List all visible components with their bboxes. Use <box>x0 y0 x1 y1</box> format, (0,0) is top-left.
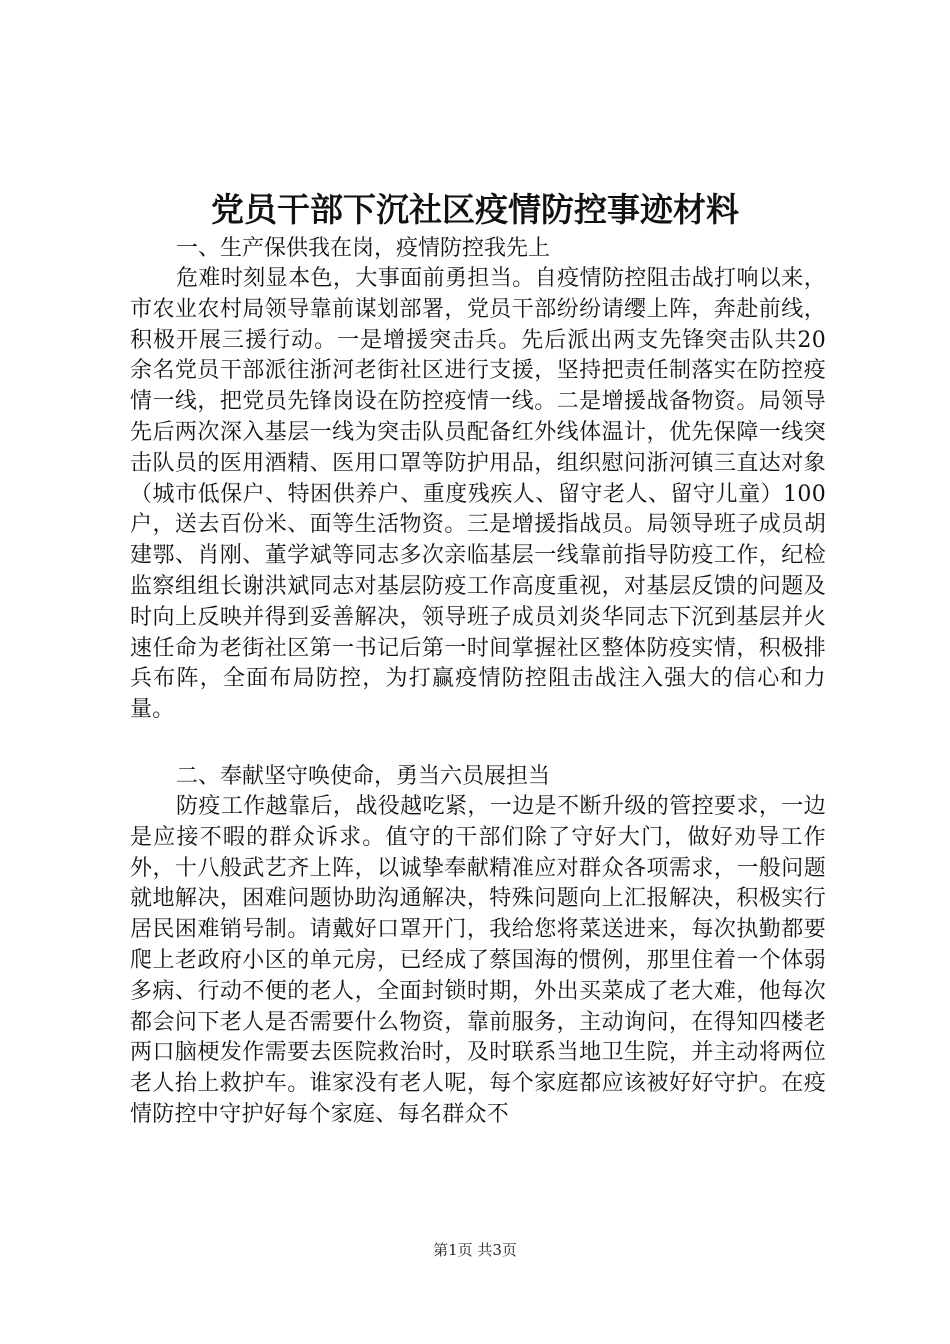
document-title: 党员干部下沉社区疫情防控事迹材料 <box>211 190 739 229</box>
section-paragraph: 危难时刻显本色，大事面前勇担当。自疫情防控阻击战打响以来，市农业农村局领导靠前谋划部署，党员干部纷纷请缨上阵，奔赴前线，积极开展三援行动。一是增援突击兵。先后派出两支先锋突击队共20余名党员干部派往浙河老街社区进行支援，坚持把责任制落实在防控疫情一线，把党员先锋岗设在防控疫情一线。二是增援战备物资。局领导先后两次深入基层一线为突击队员配备红外线体温计，优先保障一线突击队员的医用酒精、医用口罩等防护用品，组织慰问浙河镇三直达对象（城市低保户、特困供养户、重度残疾人、留守老人、留守儿童）100户，送去百份米、面等生活物资。三是增援指战员。局领导班子成员胡建鄂、肖刚、董学斌等同志多次亲临基层一线靠前指导防疫工作，纪检监察组组长谢洪斌同志对基层防疫工作高度重视，对基层反馈的问题及时向上反映并得到妥善解决，领导班子成员刘炎华同志下沉到基层并火速任命为老街社区第一书记后第一时间掌握社区整体防疫实情，积极排兵布阵，全面布局防控，为打赢疫情防控阻击战注入强大的信心和力量。 <box>130 266 826 723</box>
section-paragraph: 防疫工作越靠后，战役越吃紧，一边是不断升级的管控要求，一边是应接不暇的群众诉求。值守的干部们除了守好大门，做好劝导工作外，十八般武艺齐上阵，以诚挚奉献精准应对群众各项需求，一般问题就地解决，困难问题协助沟通解决，特殊问题向上汇报解决，积极实行居民困难销号制。请戴好口罩开门，我给您将菜送进来，每次执勤都要爬上老政府小区的单元房，已经成了蔡国海的惯例，那里住着一个体弱多病、行动不便的老人，全面封锁时期，外出买菜成了老大难，他每次都会问下老人是否需要什么物资，靠前服务，主动询问，在得知四楼老两口脑梗发作需要去医院救治时，及时联系当地卫生院，并主动将两位老人抬上救护车。谁家没有老人呢，每个家庭都应该被好好守护。在疫情防控中守护好每个家庭、每名群众不 <box>130 793 826 1127</box>
document-body <box>130 234 826 1131</box>
section-spacer <box>130 726 826 762</box>
page-footer: 第1页 共3页 <box>433 1241 517 1259</box>
section-heading: 一、生产保供我在岗，疫情防控我先上 <box>176 236 551 261</box>
section-heading: 二、奉献坚守唤使命，勇当六员展担当 <box>176 763 551 789</box>
